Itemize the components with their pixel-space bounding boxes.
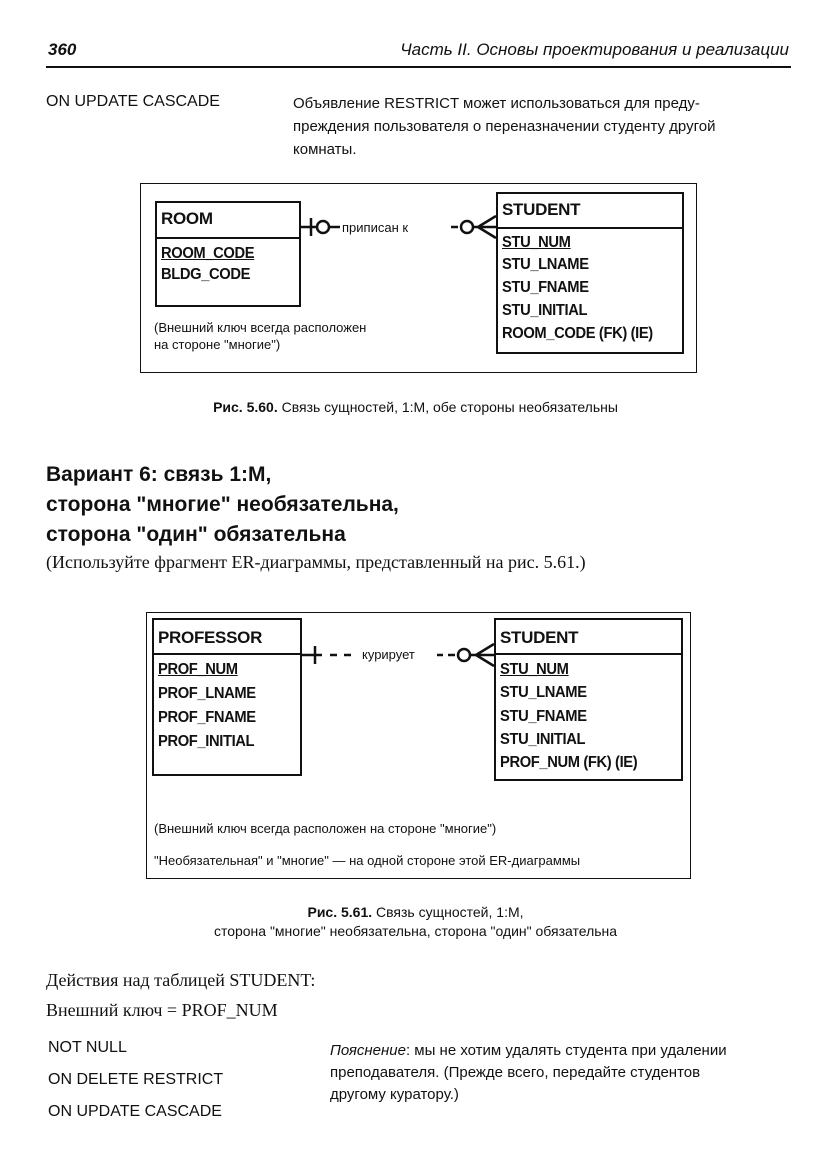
actions-title: Действия над таблицей STUDENT: (46, 970, 316, 990)
explanation (330, 1040, 790, 1106)
heading-line: сторона "один" обязательна (46, 523, 346, 546)
attr-stu-lname: STU_LNAME (500, 684, 587, 701)
heading-line: сторона "многие" необязательна, (46, 493, 399, 516)
entity-name: STUDENT (500, 628, 579, 647)
entity-name: PROFESSOR (158, 628, 263, 647)
figure-caption-5-61 (0, 903, 831, 941)
attr-stu-fname: STU_FNAME (502, 279, 589, 296)
explain-label: Пояснение (330, 1042, 406, 1059)
note-line: Объявление RESTRICT может использоваться для преду- (293, 95, 700, 112)
relationship-label: курирует (362, 647, 415, 662)
fk-line: Внешний ключ = PROF_NUM (46, 1000, 278, 1020)
note-line: комнаты. (293, 141, 357, 158)
attr-stu-fname: STU_FNAME (500, 708, 587, 725)
constraint-on-update: ON UPDATE CASCADE (48, 1103, 222, 1120)
constraint-on-delete: ON DELETE RESTRICT (48, 1071, 224, 1088)
explain-text: : мы не хотим удалять студента при удалении (405, 1042, 727, 1059)
attr-bldg-code: BLDG_CODE (161, 266, 251, 283)
relationship-label: приписан к (342, 220, 409, 235)
attr-prof-initial: PROF_INITIAL (158, 733, 255, 750)
constraint-on-update: ON UPDATE CASCADE (46, 93, 220, 110)
attr-room-code-fk: ROOM_CODE (FK) (IE) (502, 325, 653, 342)
heading-line: Вариант 6: связь 1:M, (46, 463, 272, 486)
page-number: 360 (48, 40, 77, 59)
entity-name: STUDENT (502, 200, 581, 219)
attr-stu-lname: STU_LNAME (502, 256, 589, 273)
caption-text-line2: сторона "многие" необязательна, сторона "один" обязательна (213, 923, 618, 939)
attr-room-code: ROOM_CODE (161, 245, 255, 262)
note-line: (Внешний ключ всегда расположен (154, 320, 367, 335)
note-line: на стороне "многие") (154, 337, 281, 352)
constraint-not-null: NOT NULL (48, 1039, 127, 1056)
attr-stu-num: STU_NUM (502, 234, 571, 251)
caption-text: Связь сущностей, 1:M, обе стороны необязательны (281, 399, 618, 415)
entity-name: ROOM (161, 209, 213, 228)
attr-stu-initial: STU_INITIAL (500, 731, 586, 748)
explain-text: другому куратору.) (330, 1086, 459, 1103)
fig561-note-fk: (Внешний ключ всегда расположен на стороне "многие") (154, 821, 497, 836)
attr-stu-initial: STU_INITIAL (502, 302, 588, 319)
attr-prof-num-fk: PROF_NUM (FK) (IE) (500, 754, 638, 771)
attr-prof-fname: PROF_FNAME (158, 709, 256, 726)
explain-text: преподавателя. (Прежде всего, передайте студентов (330, 1064, 701, 1081)
optional-circle-icon (458, 649, 470, 661)
attr-prof-lname: PROF_LNAME (158, 685, 256, 702)
note-line: преждения пользователя о переназначении студенту другой (293, 118, 716, 135)
caption-text: Связь сущностей, 1:M, (376, 904, 524, 920)
section-intro: (Используйте фрагмент ER-диаграммы, представленный на рис. 5.61.) (46, 552, 586, 572)
running-header: Часть II. Основы проектирования и реализации (400, 40, 789, 59)
caption-label: Рис. 5.60. (213, 399, 278, 415)
caption-label: Рис. 5.61. (307, 904, 373, 920)
fig561-note-optional: "Необязательная" и "многие" — на одной стороне этой ER-диаграммы (154, 853, 581, 868)
attr-stu-num: STU_NUM (500, 661, 569, 678)
attr-prof-num: PROF_NUM (158, 661, 238, 678)
